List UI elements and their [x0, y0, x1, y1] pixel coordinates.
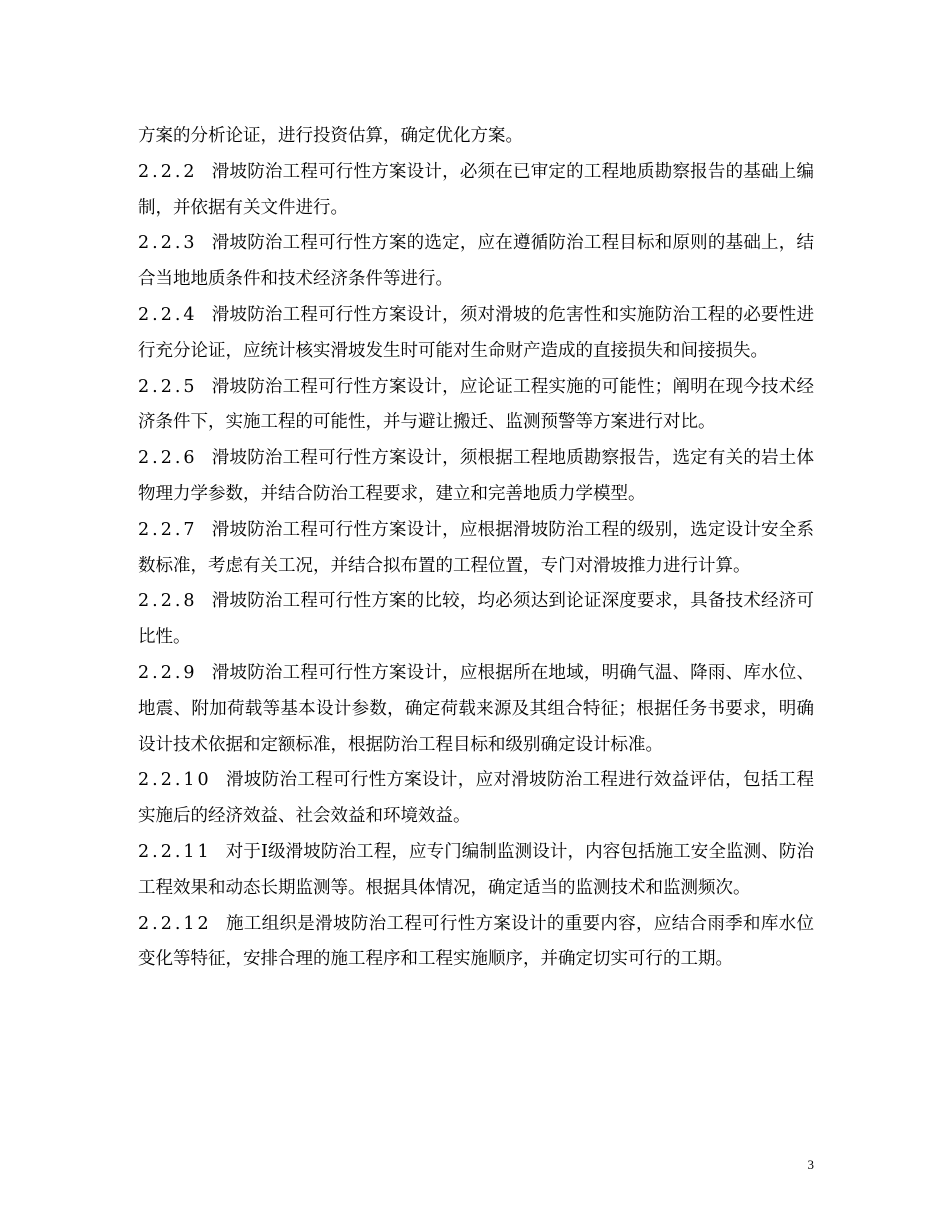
paragraph-text: 滑坡防治工程可行性方案的比较，均必须达到论证深度要求，具备技术经济可比性。 — [138, 591, 814, 648]
paragraph — [138, 155, 814, 227]
paragraph — [138, 226, 814, 298]
paragraph — [138, 513, 814, 585]
paragraph-text: 对于Ⅰ级滑坡防治工程，应专门编制监测设计，内容包括施工安全监测、防治工程效果和动态长期监测等。根据具体情况，确定适当的监测技术和监测频次。 — [138, 841, 814, 898]
paragraph-text: 滑坡防治工程可行性方案设计，应根据所在地域，明确气温、降雨、库水位、地震、附加荷载等基本设计参数，确定荷载来源及其组合特征；根据任务书要求，明确设计技术依据和定额标准，根据防治工程目标和级别确定设计标准。 — [138, 662, 814, 755]
paragraph-text: 滑坡防治工程可行性方案的选定，应在遵循防治工程目标和原则的基础上，结合当地地质条件和技术经济条件等进行。 — [138, 233, 814, 290]
clause-number: 2.2.8 — [138, 591, 198, 612]
paragraph — [138, 370, 814, 442]
paragraph-text: 施工组织是滑坡防治工程可行性方案设计的重要内容，应结合雨季和库水位变化等特征，安排合理的施工程序和工程实施顺序，并确定切实可行的工期。 — [138, 913, 814, 970]
paragraph — [138, 763, 814, 835]
paragraph — [138, 298, 814, 370]
clause-number: 2.2.5 — [138, 376, 198, 397]
paragraph — [138, 835, 814, 907]
paragraph — [138, 441, 814, 513]
clause-number: 2.2.2 — [138, 161, 198, 182]
paragraph-text: 滑坡防治工程可行性方案设计，须对滑坡的危害性和实施防治工程的必要性进行充分论证，应统计核实滑坡发生时可能对生命财产造成的直接损失和间接损失。 — [138, 304, 814, 361]
document-body — [138, 119, 814, 978]
paragraph-text: 滑坡防治工程可行性方案设计，应对滑坡防治工程进行效益评估，包括工程实施后的经济效益、社会效益和环境效益。 — [138, 770, 814, 827]
paragraph — [138, 119, 814, 155]
paragraph — [138, 584, 814, 656]
paragraph-text: 滑坡防治工程可行性方案设计，必须在已审定的工程地质勘察报告的基础上编制，并依据有关文件进行。 — [138, 161, 814, 218]
paragraph — [138, 907, 814, 979]
paragraph-text: 滑坡防治工程可行性方案设计，须根据工程地质勘察报告，选定有关的岩土体物理力学参数，并结合防治工程要求，建立和完善地质力学模型。 — [138, 448, 814, 504]
clause-number: 2.2.11 — [138, 841, 212, 862]
clause-number: 2.2.9 — [138, 662, 198, 683]
paragraph-text: 滑坡防治工程可行性方案设计，应论证工程实施的可能性；阐明在现今技术经济条件下，实施工程的可能性，并与避让搬迁、监测预警等方案进行对比。 — [138, 376, 814, 433]
paragraph — [138, 656, 814, 763]
clause-number: 2.2.10 — [138, 770, 212, 791]
paragraph-text: 滑坡防治工程可行性方案设计，应根据滑坡防治工程的级别，选定设计安全系数标准，考虑有关工况，并结合拟布置的工程位置，专门对滑坡推力进行计算。 — [138, 519, 814, 576]
paragraph-text: 方案的分析论证，进行投资估算，确定优化方案。 — [138, 126, 523, 146]
clause-number: 2.2.4 — [138, 304, 198, 325]
clause-number: 2.2.6 — [138, 448, 198, 469]
clause-number: 2.2.7 — [138, 519, 198, 540]
clause-number: 2.2.3 — [138, 233, 198, 254]
clause-number: 2.2.12 — [138, 913, 212, 934]
page-number: 3 — [807, 1157, 814, 1172]
